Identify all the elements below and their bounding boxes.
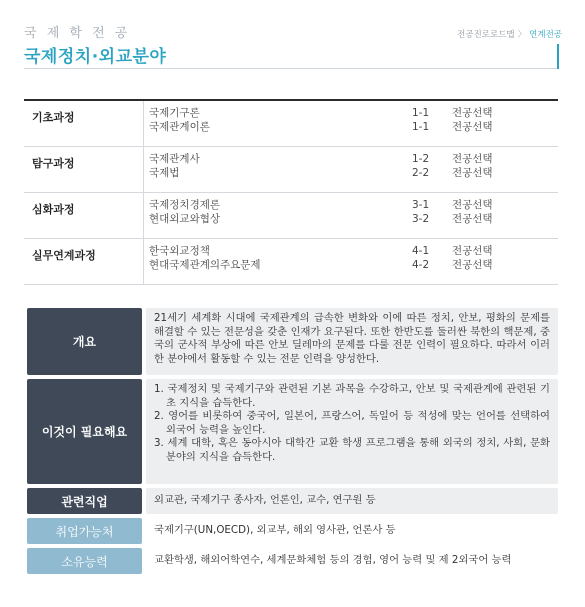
needs-item: 3. 세계 대학, 혹은 동아시아 대학간 교환 학생 프로그램을 통해 외국의 정치, 사회, 문화 분야의 지식을 습득한다. <box>154 437 550 463</box>
course-type: 전공선택 <box>452 245 493 257</box>
title-underline <box>24 68 558 69</box>
course-row <box>149 166 549 180</box>
course-name: 국제관계사 <box>149 153 200 165</box>
course-semester: 1-2 <box>412 153 430 165</box>
course-row <box>149 212 549 226</box>
skills-text: 교환학생, 해외어학연수, 세계문화체험 등의 경험, 영어 능력 및 제 2외국어 능력 <box>146 548 558 574</box>
employers-text: 국제기구(UN,OECD), 외교부, 해외 영사관, 언론사 등 <box>146 518 558 544</box>
section-eyebrow: 국 제 학 전 공 <box>24 26 131 41</box>
course-name: 현대국제관계의주요문제 <box>149 259 261 271</box>
breadcrumb-item-roadmap[interactable]: 전공진로로드맵 <box>457 30 515 40</box>
needs-list <box>146 379 558 484</box>
curriculum-row-basic <box>24 101 558 147</box>
stage-label: 탐구과정 <box>32 157 75 170</box>
curriculum-table <box>24 99 558 285</box>
page-header <box>24 22 564 70</box>
needs-label: 이것이 필요해요 <box>27 379 142 484</box>
course-semester: 1-1 <box>412 121 430 133</box>
page-title: 국제정치·외교분야 <box>24 47 167 67</box>
curriculum-row-practical <box>24 239 558 285</box>
course-semester: 3-1 <box>412 199 430 211</box>
stage-label: 심화과정 <box>32 203 75 216</box>
course-name: 한국외교정책 <box>149 245 210 257</box>
info-row-overview <box>27 308 558 375</box>
course-semester: 2-2 <box>412 167 430 179</box>
overview-text: 21세기 세계화 시대에 국제관계의 급속한 변화와 이에 따른 정치, 안보, 평화의 문제를 해결할 수 있는 전문성을 갖춘 인재가 요구된다. 또한 한반도를 둘러싼 북한의 핵문제, 중국의 군사적 부상에 따른 안보 딜레마의 문제를 다룰 전문 인력이 필요하다. 따라서 이러한 분야에서 활동할 수 있는 전문 인력을 양성한다. <box>146 308 558 375</box>
info-row-jobs <box>27 488 558 514</box>
jobs-label: 관련직업 <box>27 488 142 514</box>
course-semester: 1-1 <box>412 107 430 119</box>
course-name: 국제법 <box>149 167 180 179</box>
course-type: 전공선택 <box>452 153 493 165</box>
course-row <box>149 258 549 272</box>
curriculum-row-advanced <box>24 193 558 239</box>
skills-label: 소유능력 <box>27 548 142 574</box>
info-row-employers <box>27 518 558 544</box>
course-name: 국제기구론 <box>149 107 200 119</box>
column-divider <box>143 147 144 192</box>
column-divider <box>143 239 144 284</box>
title-accent-bar <box>557 44 559 69</box>
course-semester: 4-1 <box>412 245 430 257</box>
course-type: 전공선택 <box>452 259 493 271</box>
info-row-skills <box>27 548 558 574</box>
overview-label: 개요 <box>27 308 142 375</box>
course-row <box>149 106 549 120</box>
course-row <box>149 120 549 134</box>
course-type: 전공선택 <box>452 107 493 119</box>
curriculum-row-inquiry <box>24 147 558 193</box>
employers-label: 취업가능처 <box>27 518 142 544</box>
field-info-table <box>27 308 558 578</box>
course-semester: 4-2 <box>412 259 430 271</box>
jobs-text: 외교관, 국제기구 종사자, 언론인, 교수, 연구원 등 <box>146 488 558 514</box>
info-row-needs <box>27 379 558 484</box>
column-divider <box>143 193 144 238</box>
column-divider <box>143 101 144 146</box>
course-type: 전공선택 <box>452 167 493 179</box>
course-semester: 3-2 <box>412 213 430 225</box>
course-type: 전공선택 <box>452 121 493 133</box>
course-name: 현대외교와협상 <box>149 213 221 225</box>
breadcrumb-separator: 〉 <box>517 30 527 40</box>
breadcrumb-item-linked-major[interactable]: 연계전공 <box>529 30 562 40</box>
course-row <box>149 198 549 212</box>
course-type: 전공선택 <box>452 199 493 211</box>
stage-label: 실무연계과정 <box>32 249 96 262</box>
course-name: 국제관계이론 <box>149 121 210 133</box>
course-row <box>149 152 549 166</box>
needs-item: 1. 국제정치 및 국제기구와 관련된 기본 과목을 수강하고, 안보 및 국제관계에 관련된 기초 지식을 습득한다. <box>154 383 550 409</box>
course-name: 국제정치경제론 <box>149 199 221 211</box>
course-type: 전공선택 <box>452 213 493 225</box>
breadcrumb <box>457 28 562 40</box>
course-row <box>149 244 549 258</box>
needs-item: 2. 영어를 비롯하여 중국어, 일본어, 프랑스어, 독일어 등 적성에 맞는 언어를 선택하여 외국어 능력을 높인다. <box>154 410 550 436</box>
stage-label: 기초과정 <box>32 111 75 124</box>
